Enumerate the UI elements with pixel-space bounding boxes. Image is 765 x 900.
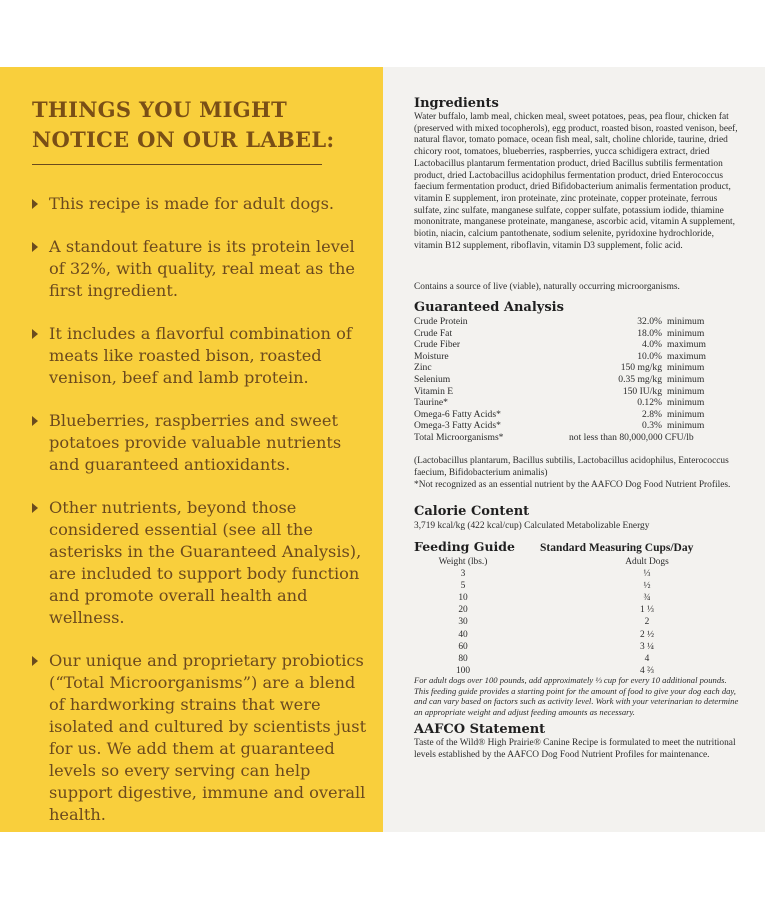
- ga-value: 10.0%: [637, 350, 662, 362]
- ga-unit: maximum: [667, 350, 706, 362]
- ga-unit: minimum: [667, 373, 705, 385]
- feeding-weight: 60: [458, 641, 468, 652]
- table-row: [414, 568, 702, 580]
- feeding-weight: 10: [458, 593, 468, 604]
- bullet-item: [32, 236, 372, 302]
- ga-unit: minimum: [667, 408, 705, 420]
- ga-unit: minimum: [667, 420, 705, 432]
- ga-nutrient: Zinc: [414, 362, 432, 374]
- bullet-item: [32, 323, 372, 389]
- ga-nutrient: Omega-3 Fatty Acids*: [414, 420, 501, 432]
- feeding-weight: 3: [460, 569, 466, 580]
- feeding-guide-table: [414, 556, 702, 677]
- ga-value: not less than 80,000,000 CFU/lb: [569, 431, 694, 443]
- feeding-weight: 80: [458, 653, 468, 664]
- bullet-text: A standout feature is its protein level of 32%, with quality, real meat as the first ingredient.: [49, 237, 355, 300]
- ga-unit: maximum: [667, 339, 706, 351]
- table-row: [414, 604, 702, 616]
- column-header: Adult Dogs: [625, 557, 669, 567]
- feeding-cups: ¾: [643, 593, 651, 604]
- ga-nutrient: Taurine*: [414, 397, 448, 409]
- bullet-item: [32, 193, 372, 215]
- ga-nutrient: Vitamin E: [414, 385, 454, 397]
- ingredients-title: Ingredients: [414, 96, 499, 111]
- ga-value: 2.8%: [642, 408, 662, 420]
- bullet-text: It includes a flavorful combination of meats like roasted bison, roasted venison, beef and lamb protein.: [49, 324, 352, 387]
- ga-value: 0.35 mg/kg: [618, 373, 662, 385]
- feeding-cups: 4 ⅔: [639, 665, 655, 676]
- bullet-text: Other nutrients, beyond those considered essential (see all the asterisks in the Guaranteed Analysis), are included to support body function and promote overall health and wellness.: [49, 498, 362, 627]
- table-row: [414, 420, 727, 432]
- bullet-item: [32, 410, 372, 476]
- feeding-cups: 4: [644, 653, 650, 664]
- feeding-weight: 40: [458, 629, 468, 640]
- ga-unit: minimum: [667, 385, 705, 397]
- heading-line-2: NOTICE ON OUR LABEL:: [32, 127, 335, 152]
- table-row: [414, 397, 727, 409]
- bullet-item: [32, 650, 372, 826]
- triangle-bullet-icon: [32, 416, 38, 426]
- ga-value: 150 IU/kg: [622, 385, 662, 397]
- feeding-cups: 2 ½: [639, 629, 655, 640]
- table-row: [414, 432, 727, 444]
- triangle-bullet-icon: [32, 503, 38, 513]
- triangle-bullet-icon: [32, 242, 38, 252]
- ga-nutrient: Omega-6 Fatty Acids*: [414, 408, 501, 420]
- table-row: [414, 409, 727, 421]
- table-row: [414, 374, 727, 386]
- feeding-guide-subtitle: Standard Measuring Cups/Day: [540, 542, 694, 554]
- ga-nutrient: Total Microorganisms*: [414, 431, 504, 443]
- table-row: [414, 351, 727, 363]
- triangle-bullet-icon: [32, 329, 38, 339]
- ga-footnote: *Not recognized as an essential nutrient by the AAFCO Dog Food Nutrient Profiles.: [414, 480, 731, 490]
- ga-strains: (Lactobacillus plantarum, Bacillus subtilis, Lactobacillus acidophilus, Enterococcus faecium, Bifidobacterium animalis): [414, 456, 729, 478]
- ga-value: 0.12%: [637, 397, 662, 409]
- live-microorganisms-note: Contains a source of live (viable), naturally occurring microorganisms.: [414, 282, 680, 292]
- table-row: [414, 641, 702, 653]
- bullet-item: [32, 497, 372, 629]
- ga-unit: minimum: [667, 362, 705, 374]
- ga-value: 18.0%: [637, 327, 662, 339]
- table-row: [414, 328, 727, 340]
- guaranteed-analysis-table: [414, 316, 727, 444]
- left-panel: [0, 67, 383, 832]
- feeding-guide-note: For adult dogs over 100 pounds, add approximately ⅓ cup for every 10 additional pounds. This feeding guide provides a starting point for the amount of food to give your dog each day, and can vary based on factors such as activity level. Work with your veterinarian to determine an appropriate weight and adjust feeding amounts as necessary.: [414, 675, 739, 717]
- table-row: [414, 339, 727, 351]
- feeding-cups: ½: [643, 581, 651, 592]
- bullet-list: [32, 193, 372, 847]
- ingredients-text: Water buffalo, lamb meal, chicken meal, sweet potatoes, peas, pea flour, chicken fat (preserved with mixed tocopherols), egg product, roasted bison, roasted venison, beef, natural flavor, tomato pomace, ocean fish meal, salt, choline chloride, taurine, dried chicory root, tomatoes, blueberries, raspberries, yucca schidigera extract, dried Lactobacillus plantarum fermentation product, dried Bacillus subtilis fermentation product, dried Lactobacillus acidophilus fermentation product, dried Enterococcus faecium fermentation product, dried Bifidobacterium animalis fermentation product, vitamin E supplement, iron proteinate, zinc proteinate, copper proteinate, ferrous sulfate, zinc sulfate, manganese sulfate, copper sulfate, potassium iodide, thiamine mononitrate, manganese proteinate, manganese, ascorbic acid, vitamin A supplement, biotin, niacin, calcium pantothenate, sodium selenite, pyridoxine hydrochloride, vitamin B12 supplement, riboflavin, vitamin D3 supplement, folic acid.: [414, 112, 738, 251]
- ga-value: 150 mg/kg: [620, 362, 662, 374]
- heading-divider: [32, 164, 322, 165]
- feeding-weight: 5: [460, 581, 466, 592]
- feeding-cups: 3 ¼: [639, 641, 655, 652]
- ga-value: 0.3%: [642, 420, 662, 432]
- table-header-row: [414, 556, 702, 568]
- ga-nutrient: Selenium: [414, 373, 451, 385]
- feeding-weight: 20: [458, 605, 468, 616]
- calorie-content-text: 3,719 kcal/kg (422 kcal/cup) Calculated Metabolizable Energy: [414, 521, 650, 531]
- column-header: Weight (lbs.): [438, 557, 488, 567]
- ga-value: 4.0%: [642, 339, 662, 351]
- table-row: [414, 362, 727, 374]
- table-row: [414, 592, 702, 604]
- table-row: [414, 653, 702, 665]
- calorie-content-title: Calorie Content: [414, 504, 530, 519]
- aafco-statement-text: Taste of the Wild® High Prairie® Canine Recipe is formulated to meet the nutritional levels established by the AAFCO Dog Food Nutrient Profiles for maintenance.: [414, 738, 736, 760]
- aafco-statement-title: AAFCO Statement: [414, 722, 546, 737]
- feeding-weight: 100: [455, 665, 471, 676]
- bullet-text: Blueberries, raspberries and sweet potatoes provide valuable nutrients and guaranteed antioxidants.: [49, 411, 342, 474]
- guaranteed-analysis-title: Guaranteed Analysis: [414, 300, 564, 315]
- panel-heading: [32, 95, 372, 155]
- ga-nutrient: Crude Fiber: [414, 339, 461, 351]
- table-row: [414, 386, 727, 398]
- ga-unit: minimum: [667, 327, 705, 339]
- feeding-weight: 30: [458, 617, 468, 628]
- table-row: [414, 616, 702, 628]
- triangle-bullet-icon: [32, 199, 38, 209]
- ga-unit: minimum: [667, 397, 705, 409]
- label-panel: [383, 67, 765, 832]
- bullet-text: This recipe is made for adult dogs.: [49, 194, 335, 213]
- ga-nutrient: Crude Fat: [414, 327, 453, 339]
- triangle-bullet-icon: [32, 656, 38, 666]
- table-row: [414, 629, 702, 641]
- ga-nutrient: Crude Protein: [414, 316, 468, 327]
- ga-unit: minimum: [667, 316, 705, 327]
- bullet-text: Our unique and proprietary probiotics (“Total Microorganisms”) are a blend of hardworking strains that were isolated and cultured by scientists just for us. We add them at guaranteed levels so every serving can help support digestive, immune and overall health.: [49, 651, 367, 824]
- heading-line-1: THINGS YOU MIGHT: [32, 97, 288, 122]
- feeding-guide-title: Feeding Guide: [414, 539, 515, 554]
- ga-value: 32.0%: [637, 316, 662, 327]
- ga-nutrient: Moisture: [414, 350, 449, 362]
- feeding-cups: ⅓: [643, 569, 651, 580]
- feeding-cups: 1 ⅓: [639, 605, 655, 616]
- table-row: [414, 316, 727, 328]
- table-row: [414, 580, 702, 592]
- feeding-cups: 2: [644, 617, 650, 628]
